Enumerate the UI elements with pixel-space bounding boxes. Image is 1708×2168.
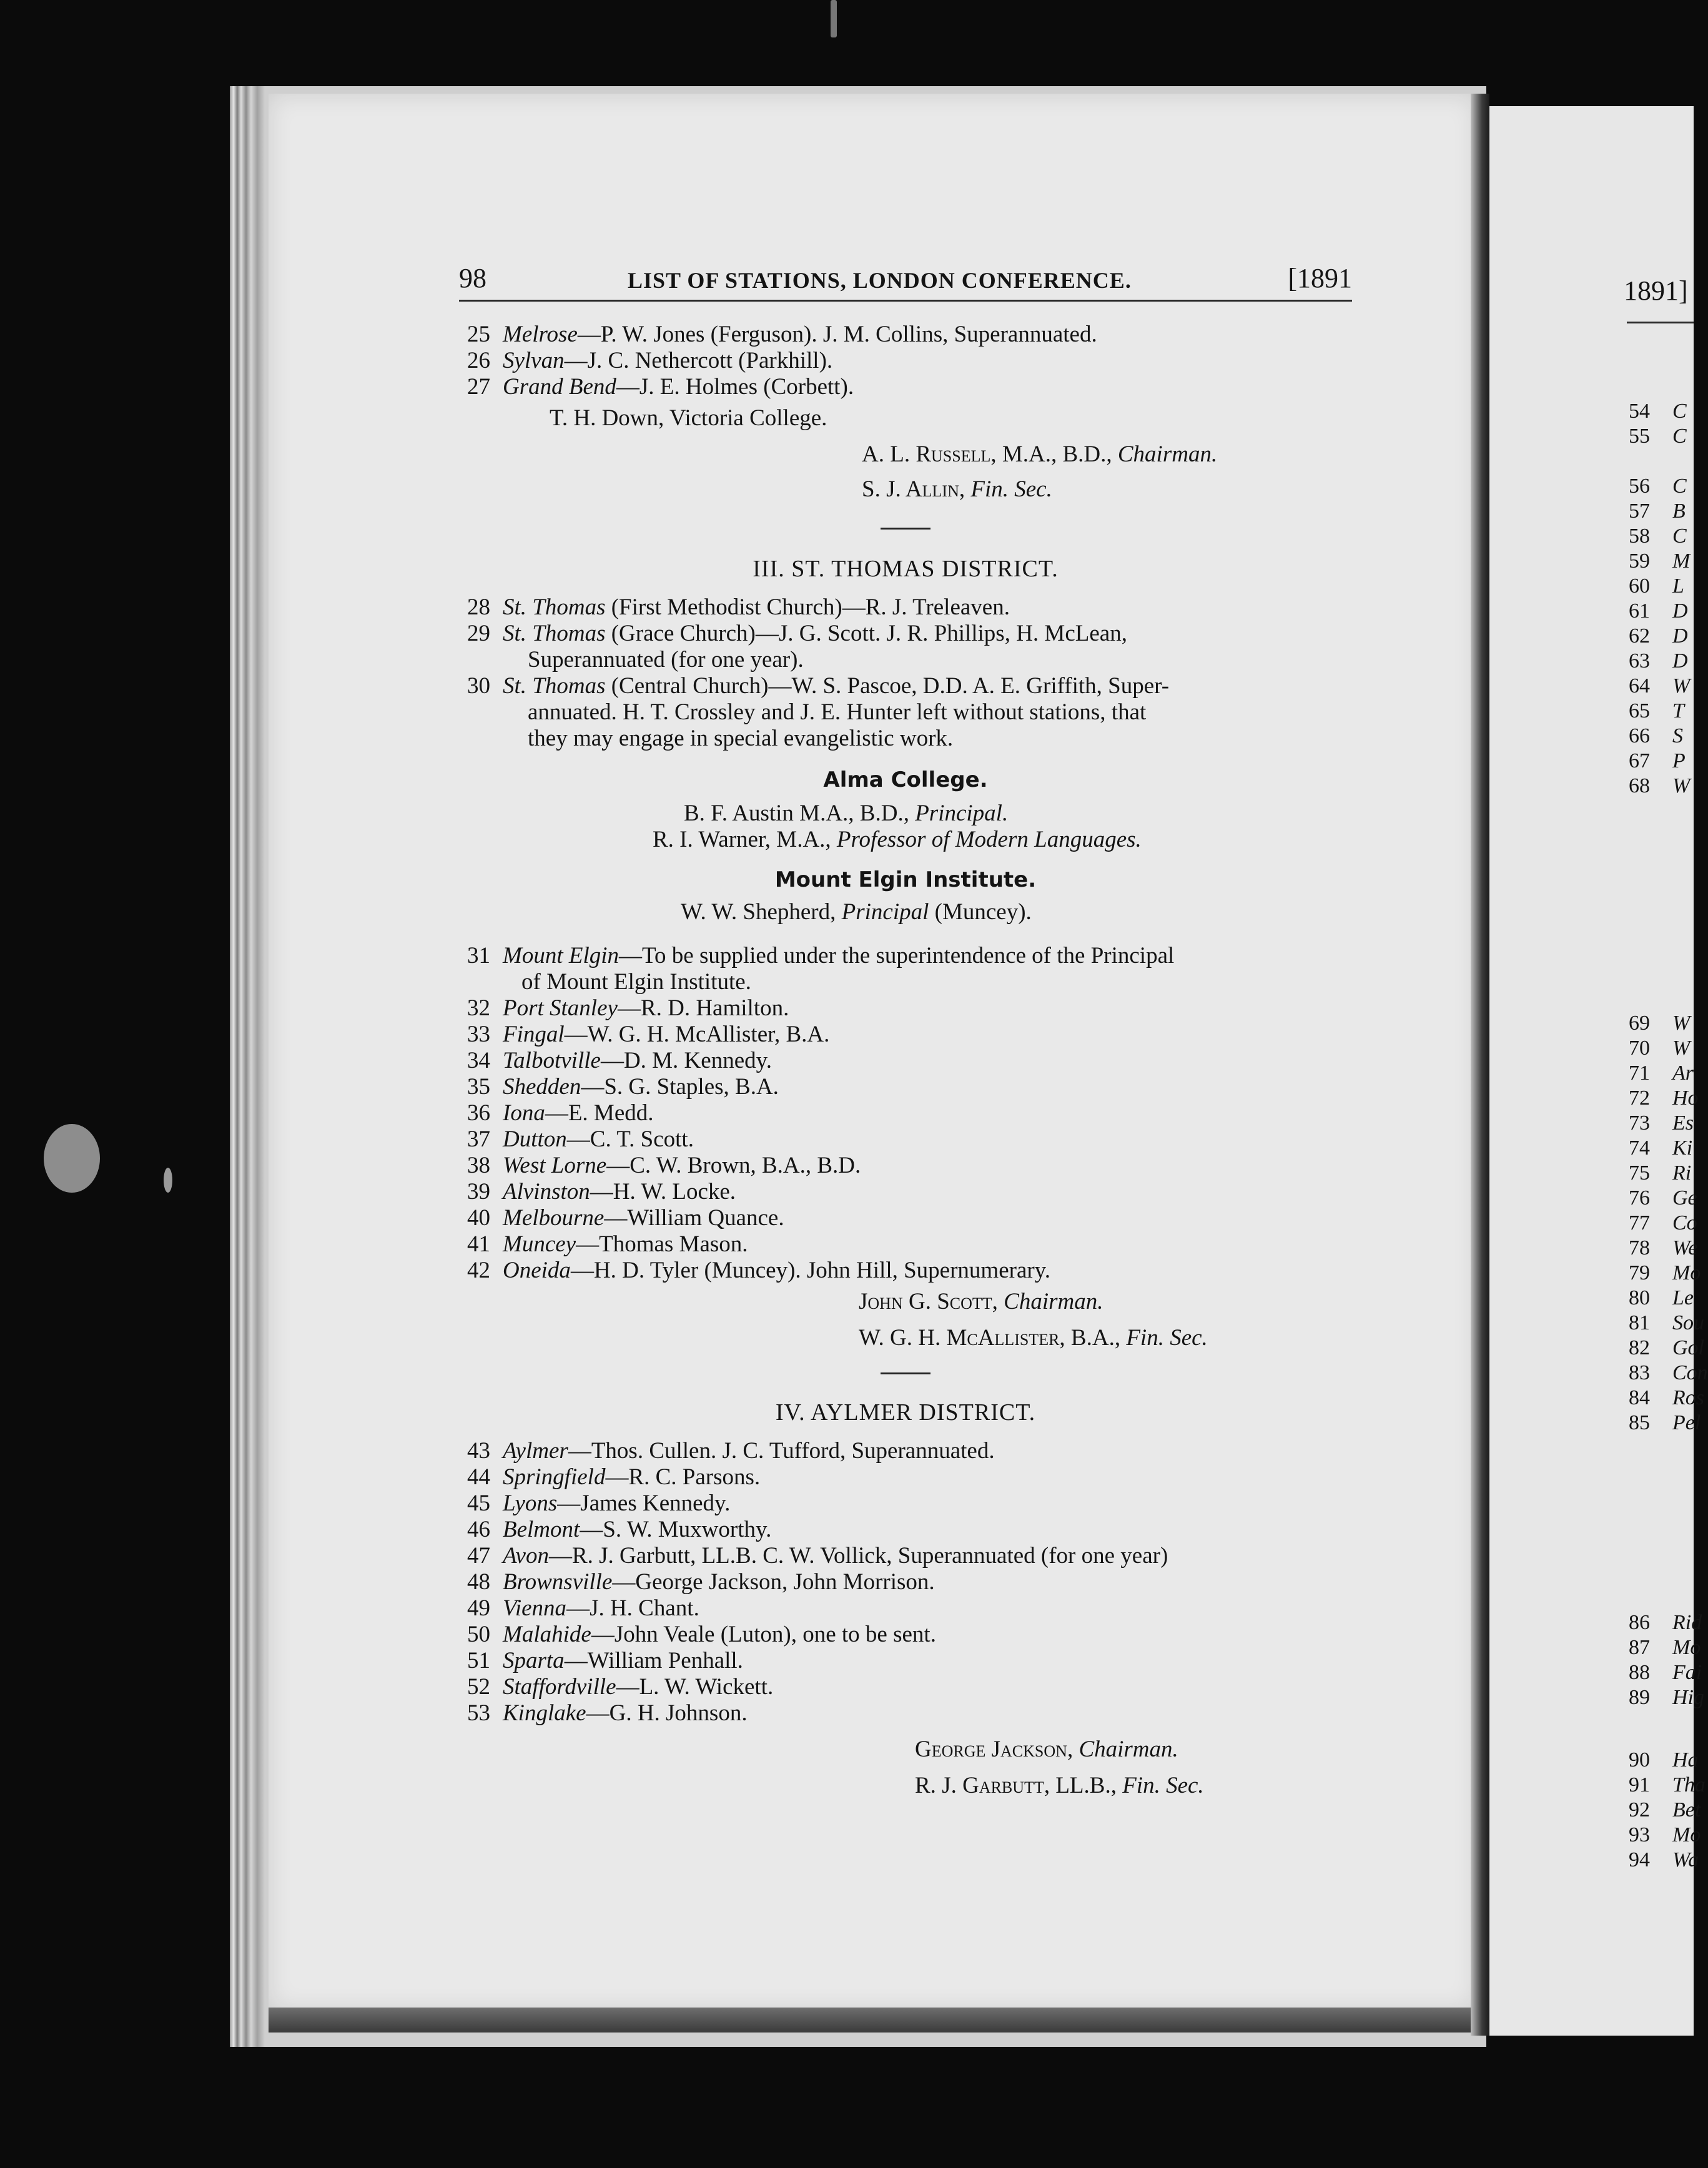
right-entry-number: 73	[1629, 1111, 1650, 1135]
station-appointment: —E. Medd.	[545, 1100, 654, 1126]
station-appointment: —George Jackson, John Morrison.	[612, 1569, 935, 1595]
entry-40	[459, 1205, 1352, 1231]
entry-36	[459, 1100, 1352, 1126]
right-page-year: 1891]	[1624, 275, 1688, 306]
right-entry-fragment: C	[1672, 400, 1687, 423]
right-entry-fragment: W	[1672, 774, 1691, 797]
continuation-text: of Mount Elgin Institute.	[521, 969, 751, 995]
right-entry-fragment: C	[1672, 475, 1687, 498]
mount-elgin-heading: Mount Elgin Institute.	[774, 867, 1037, 892]
entry-number: 37	[467, 1126, 490, 1152]
entry-number: 41	[467, 1231, 490, 1257]
person-role: Professor of Modern Languages.	[836, 827, 1142, 852]
right-entry-fragment: C	[1672, 525, 1687, 548]
entry-number: 40	[467, 1205, 490, 1231]
entry-31-continued	[459, 969, 1352, 995]
right-entry-fragment: Ki	[1672, 1136, 1693, 1160]
right-entry-fragment: S	[1672, 724, 1683, 747]
right-entry-fragment: Bet	[1672, 1798, 1701, 1821]
entry-51	[459, 1648, 1352, 1674]
station-name: St. Thomas	[503, 594, 606, 620]
right-entry-fragment: Con	[1672, 1361, 1708, 1384]
right-entry-number: 72	[1629, 1086, 1650, 1110]
entry-number: 52	[467, 1674, 490, 1700]
right-entry-fragment: Ho	[1672, 1086, 1699, 1110]
station-appointment: —G. H. Johnson.	[586, 1700, 748, 1726]
entry-35	[459, 1074, 1352, 1100]
station-appointment: (First Methodist Church)—R. J. Treleaven.	[611, 594, 1010, 620]
st-thomas-chairman: John G. Scott, Chairman.	[859, 1289, 1103, 1314]
right-entry-fragment: Mo	[1672, 1636, 1701, 1659]
station-name: St. Thomas	[503, 621, 606, 646]
note-text: T. H. Down, Victoria College.	[550, 405, 827, 431]
finsec-role: Fin. Sec.	[1126, 1325, 1208, 1351]
right-entry-fragment: Ha	[1672, 1748, 1699, 1771]
person-name: W. W. Shepherd,	[681, 899, 842, 925]
speck	[164, 1168, 172, 1193]
entry-number: 48	[467, 1569, 490, 1595]
station-name: Kinglake	[503, 1700, 586, 1726]
continuation-text: they may engage in special evangelistic work.	[528, 726, 954, 751]
aylmer-heading: IV. AYLMER DISTRICT.	[775, 1399, 1036, 1426]
right-entry-fragment: Ge	[1672, 1186, 1697, 1210]
right-entry-number: 79	[1629, 1261, 1650, 1284]
right-page	[1489, 106, 1694, 2036]
entry-number: 44	[467, 1464, 490, 1490]
entry-29-continued	[459, 647, 1352, 673]
entry-number: 29	[467, 621, 490, 646]
entry-38	[459, 1153, 1352, 1179]
station-name: Avon	[503, 1543, 549, 1569]
station-appointment: —W. G. H. McAllister, B.A.	[564, 1022, 830, 1047]
station-name: Grand Bend	[503, 374, 616, 400]
right-entry-number: 82	[1629, 1336, 1650, 1359]
right-entry-number: 56	[1629, 475, 1650, 498]
right-entry-number: 75	[1629, 1161, 1650, 1185]
station-name: Mount Elgin	[503, 943, 620, 968]
right-entry-number: 77	[1629, 1211, 1650, 1234]
station-appointment: (Central Church)—W. S. Pascoe, D.D. A. E. Griffith, Super-	[611, 673, 1170, 699]
finsec-degrees: , LL.B.,	[1044, 1773, 1123, 1798]
person-location: (Muncey).	[929, 899, 1032, 925]
station-appointment: —R. D. Hamilton.	[617, 995, 789, 1021]
station-name: Melrose	[503, 322, 578, 347]
entry-34	[459, 1048, 1352, 1074]
entry-32	[459, 995, 1352, 1022]
right-entry-number: 76	[1629, 1186, 1650, 1210]
running-header	[459, 262, 1352, 302]
right-entry-number: 65	[1629, 699, 1650, 722]
right-entry-number: 55	[1629, 425, 1650, 448]
station-appointment: —William Penhall.	[564, 1648, 743, 1673]
page-bottom-edge	[269, 2008, 1477, 2032]
header-year: [1891	[1288, 263, 1352, 293]
right-entry-fragment: W	[1672, 1037, 1691, 1060]
station-name: Belmont	[503, 1517, 580, 1542]
station-appointment: —C. W. Brown, B.A., B.D.	[606, 1153, 861, 1178]
right-entry-number: 71	[1629, 1062, 1650, 1085]
entry-45	[459, 1490, 1352, 1517]
person-name: R. I. Warner, M.A.,	[653, 827, 837, 852]
entry-37	[459, 1126, 1352, 1153]
right-entry-fragment: Le	[1672, 1286, 1694, 1309]
continuation-text: annuated. H. T. Crossley and J. E. Hunter left without stations, that	[528, 699, 1147, 725]
station-name: Vienna	[503, 1595, 567, 1621]
chairman-role: Chairman.	[1117, 441, 1218, 467]
right-entry-fragment: M	[1672, 549, 1691, 573]
entry-number: 30	[467, 673, 490, 699]
right-entry-number: 81	[1629, 1311, 1650, 1334]
station-appointment: —S. G. Staples, B.A.	[581, 1074, 779, 1100]
right-entry-number: 70	[1629, 1037, 1650, 1060]
station-name: West Lorne	[503, 1153, 607, 1178]
page-number: 98	[459, 263, 486, 293]
right-entry-number: 58	[1629, 525, 1650, 548]
chairman-role: Chairman.	[1004, 1289, 1103, 1314]
mount-elgin-principal	[459, 899, 1352, 943]
entry-number: 50	[467, 1622, 490, 1647]
entry-48	[459, 1569, 1352, 1595]
right-entry-number: 89	[1629, 1686, 1650, 1709]
right-entry-number: 92	[1629, 1798, 1650, 1821]
station-appointment: —H. D. Tyler (Muncey). John Hill, Supernumerary.	[570, 1258, 1051, 1283]
chairman-name: A. L. Russell	[862, 441, 991, 467]
right-entry-number: 63	[1629, 649, 1650, 673]
entry-number: 32	[467, 995, 490, 1021]
entry-25	[459, 322, 1352, 348]
entry-52	[459, 1674, 1352, 1700]
station-name: Fingal	[503, 1022, 565, 1047]
right-entry-number: 59	[1629, 549, 1650, 573]
right-entry-fragment: P	[1672, 749, 1686, 772]
person-name: B. F. Austin M.A., B.D.,	[684, 801, 916, 826]
station-appointment: —J. H. Chant.	[566, 1595, 699, 1621]
station-name: Sparta	[503, 1648, 565, 1673]
station-appointment: —J. C. Nethercott (Parkhill).	[564, 348, 833, 373]
right-entry-number: 93	[1629, 1823, 1650, 1846]
right-entry-number: 68	[1629, 774, 1650, 797]
station-appointment: —L. W. Wickett.	[616, 1674, 774, 1700]
entry-number: 39	[467, 1179, 490, 1205]
alma-college-heading: Alma College.	[823, 767, 988, 792]
right-entry-fragment: Es	[1672, 1111, 1694, 1135]
right-entry-fragment: T	[1672, 699, 1684, 722]
right-entry-fragment: Ri	[1672, 1161, 1692, 1185]
entry-number: 33	[467, 1022, 490, 1047]
entry-33	[459, 1022, 1352, 1048]
aylmer-chairman: George Jackson, Chairman.	[915, 1737, 1178, 1762]
station-appointment: —James Kennedy.	[557, 1490, 731, 1516]
station-name: Shedden	[503, 1074, 581, 1100]
entry-53	[459, 1700, 1352, 1727]
station-name: St. Thomas	[503, 673, 606, 699]
station-name: Lyons	[503, 1490, 558, 1516]
entry-42	[459, 1258, 1352, 1284]
entry-39	[459, 1179, 1352, 1205]
right-entry-number: 67	[1629, 749, 1650, 772]
right-entry-fragment: W	[1672, 674, 1691, 697]
right-entry-number: 80	[1629, 1286, 1650, 1309]
person-role: Principal.	[915, 801, 1009, 826]
station-appointment: —P. W. Jones (Ferguson). J. M. Collins, Superannuated.	[577, 322, 1097, 347]
chairman-role: Chairman.	[1079, 1737, 1178, 1762]
station-name: Brownsville	[503, 1569, 613, 1595]
right-entry-fragment: W	[1672, 1012, 1691, 1035]
station-name: Oneida	[503, 1258, 571, 1283]
station-name: Port Stanley	[503, 995, 618, 1021]
victoria-college-note	[459, 400, 1352, 439]
entry-number: 47	[467, 1543, 490, 1569]
entry-41	[459, 1231, 1352, 1258]
chairman-name: George Jackson	[915, 1737, 1067, 1762]
right-entry-fragment: B	[1672, 500, 1686, 523]
right-entry-number: 88	[1629, 1661, 1650, 1684]
right-entry-fragment: Ar	[1672, 1062, 1694, 1085]
entry-47	[459, 1543, 1352, 1569]
st-thomas-heading: III. ST. THOMAS DISTRICT.	[753, 556, 1059, 582]
right-entry-fragment: Sou	[1672, 1311, 1704, 1334]
right-entry-number: 90	[1629, 1748, 1650, 1771]
station-name: Talbotville	[503, 1048, 601, 1073]
entry-number: 27	[467, 374, 490, 400]
entry-number: 43	[467, 1438, 490, 1464]
station-appointment: —D. M. Kennedy.	[600, 1048, 772, 1073]
right-entry-fragment: D	[1672, 599, 1688, 623]
right-entry-fragment: D	[1672, 649, 1688, 673]
aylmer-stations	[459, 1438, 1352, 1727]
entry-26	[459, 348, 1352, 374]
entry-number: 45	[467, 1490, 490, 1516]
finsec-name: R. J. Garbutt	[915, 1773, 1044, 1798]
running-title: LIST OF STATIONS, LONDON CONFERENCE.	[628, 268, 1132, 293]
entry-44	[459, 1464, 1352, 1490]
right-page-rule	[1627, 322, 1694, 323]
right-entry-number: 94	[1629, 1848, 1650, 1871]
finsec-name: W. G. H. McAllister	[859, 1325, 1060, 1351]
right-entry-fragment: Mo	[1672, 1823, 1701, 1846]
right-entry-number: 64	[1629, 674, 1650, 697]
entry-number: 28	[467, 594, 490, 620]
right-entry-number: 66	[1629, 724, 1650, 747]
alma-principal	[459, 801, 1352, 827]
station-name: Alvinston	[503, 1179, 590, 1205]
right-entry-fragment: Hig	[1672, 1686, 1704, 1709]
right-entry-number: 62	[1629, 624, 1650, 648]
right-entry-fragment: Gol	[1672, 1336, 1704, 1359]
entry-number: 31	[467, 943, 490, 968]
station-appointment: —To be supplied under the superintendence of the Principal	[619, 943, 1175, 968]
right-entry-number: 84	[1629, 1386, 1650, 1409]
station-appointment: —William Quance.	[604, 1205, 784, 1231]
station-name: Dutton	[503, 1126, 567, 1152]
right-entry-number: 86	[1629, 1611, 1650, 1634]
station-appointment: —John Veale (Luton), one to be sent.	[591, 1622, 936, 1647]
finsec-role: Fin. Sec.	[1122, 1773, 1204, 1798]
st-thomas-stations	[459, 995, 1352, 1284]
right-entry-fragment: C	[1672, 425, 1687, 448]
entry-number: 36	[467, 1100, 490, 1126]
station-appointment: —Thos. Cullen. J. C. Tufford, Superannuated.	[568, 1438, 995, 1464]
station-name: Staffordville	[503, 1674, 616, 1700]
entry-30-continued-2	[459, 726, 1352, 764]
entry-31	[459, 943, 1352, 969]
station-appointment: —Thomas Mason.	[576, 1231, 748, 1257]
entry-30-continued-1	[459, 699, 1352, 726]
finsec-name: S. J. Allin	[862, 476, 959, 502]
chairman-degrees: , M.A., B.D.,	[990, 441, 1118, 467]
speck	[44, 1124, 100, 1193]
station-name: Springfield	[503, 1464, 606, 1490]
right-entry-number: 87	[1629, 1636, 1650, 1659]
entry-number: 53	[467, 1700, 490, 1726]
chairman-name: John G. Scott	[859, 1289, 992, 1314]
entry-number: 35	[467, 1074, 490, 1100]
page-content	[459, 262, 1352, 1803]
right-entry-fragment: Fai	[1672, 1661, 1702, 1684]
entry-number: 49	[467, 1595, 490, 1621]
right-entry-fragment: Tha	[1672, 1773, 1706, 1796]
continuation-text: Superannuated (for one year).	[528, 647, 804, 673]
station-appointment: —J. E. Holmes (Corbett).	[616, 374, 854, 400]
station-name: Melbourne	[503, 1205, 605, 1231]
right-entry-number: 83	[1629, 1361, 1650, 1384]
right-entry-fragment: Rid	[1672, 1611, 1702, 1634]
entry-number: 46	[467, 1517, 490, 1542]
right-entry-number: 85	[1629, 1411, 1650, 1434]
finsec-role: Fin. Sec.	[970, 476, 1052, 502]
station-name: Sylvan	[503, 348, 565, 373]
entry-46	[459, 1517, 1352, 1543]
entry-number: 38	[467, 1153, 490, 1178]
station-appointment: —C. T. Scott.	[566, 1126, 694, 1152]
district-fin-sec: S. J. Allin, Fin. Sec.	[862, 476, 1052, 502]
right-entry-number: 61	[1629, 599, 1650, 623]
station-name: Iona	[503, 1100, 545, 1126]
entry-number: 26	[467, 348, 490, 373]
right-entry-fragment: Pel	[1672, 1411, 1701, 1434]
entry-number: 25	[467, 322, 490, 347]
right-entry-fragment: D	[1672, 624, 1688, 648]
station-appointment: —S. W. Muxworthy.	[580, 1517, 772, 1542]
entry-number: 42	[467, 1258, 490, 1283]
right-entry-number: 60	[1629, 574, 1650, 598]
station-name: Malahide	[503, 1622, 591, 1647]
station-appointment: (Grace Church)—J. G. Scott. J. R. Phillips, H. McLean,	[611, 621, 1127, 646]
entry-30	[459, 673, 1352, 699]
alma-professor	[459, 827, 1352, 865]
entry-number: 51	[467, 1648, 490, 1673]
station-appointment: —R. C. Parsons.	[605, 1464, 761, 1490]
finsec-degrees: , B.A.,	[1059, 1325, 1127, 1351]
right-entry-number: 74	[1629, 1136, 1650, 1160]
entry-43	[459, 1438, 1352, 1464]
district-chairman	[459, 439, 1352, 476]
right-entry-fragment: Ros	[1672, 1386, 1704, 1409]
right-entry-fragment: Mo	[1672, 1261, 1701, 1284]
person-role: Principal	[841, 899, 929, 925]
right-entry-fragment: Wa	[1672, 1848, 1699, 1871]
station-name: Aylmer	[503, 1438, 568, 1464]
station-appointment: —H. W. Locke.	[590, 1179, 736, 1205]
right-entry-fragment: Co	[1672, 1211, 1697, 1234]
right-entry-number: 57	[1629, 500, 1650, 523]
speck	[831, 0, 837, 37]
entry-50	[459, 1622, 1352, 1648]
entry-number: 34	[467, 1048, 490, 1073]
book-gutter	[1471, 94, 1489, 2036]
entry-49	[459, 1595, 1352, 1622]
entry-29	[459, 621, 1352, 647]
right-entry-number: 91	[1629, 1773, 1650, 1796]
right-entry-fragment: L	[1672, 574, 1684, 598]
right-entry-number: 69	[1629, 1012, 1650, 1035]
right-entry-number: 54	[1629, 400, 1650, 423]
right-entry-fragment: We	[1672, 1236, 1698, 1259]
st-thomas-fin-sec	[459, 1323, 1352, 1372]
station-appointment: —R. J. Garbutt, LL.B. C. W. Vollick, Superannuated (for one year)	[548, 1543, 1168, 1569]
entry-27	[459, 374, 1352, 400]
station-name: Muncey	[503, 1231, 576, 1257]
entry-28	[459, 594, 1352, 621]
aylmer-fin-sec	[459, 1765, 1352, 1803]
right-entry-number: 78	[1629, 1236, 1650, 1259]
